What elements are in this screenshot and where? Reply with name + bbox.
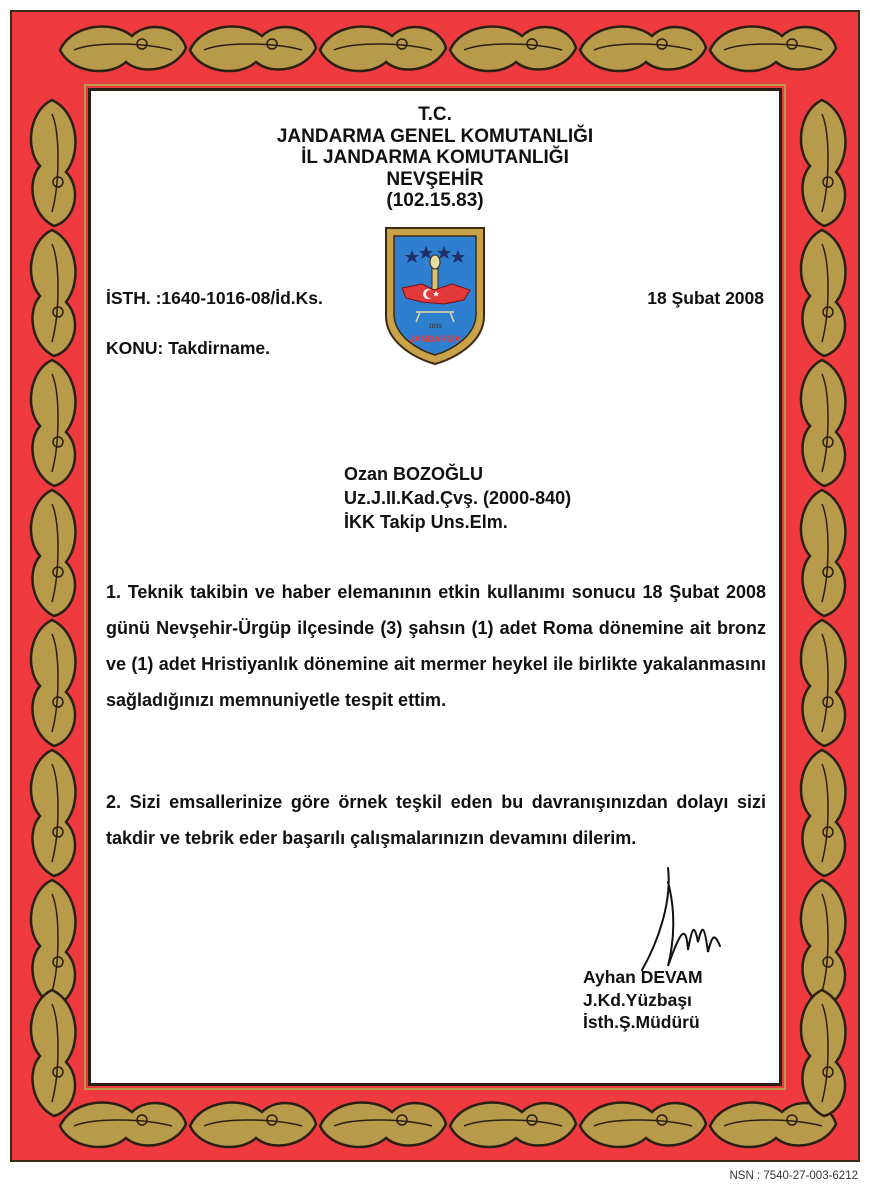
body-paragraph-1: 1. Teknik takibin ve haber elemanının etkin kullanımı sonucu 18 Şubat 2008 günü Nevşehir-Ürgüp ilçesinde (3) şahsın (1) adet Roma dönemine ait bronz ve (1) adet Hristiyanlık dönemine ait mermer heykel ile birlikte yakalanmasını sağladığınızı memnuniyetle tespit ettim.	[106, 582, 766, 710]
letterhead-line-tc: T.C.	[418, 104, 452, 125]
signer-rank: J.Kd.Yüzbaşı	[583, 989, 692, 1010]
leaf-ornament	[60, 27, 186, 72]
body-paragraph-2: 2. Sizi emsallerinize göre örnek teşkil eden bu davranışınızdan dolayı sizi takdir ve tebrik eder başarılı çalışmalarınızın devamını dilerim.	[106, 792, 766, 848]
leaf-ornament	[320, 1103, 446, 1148]
reference-number: İSTH. :1640-1016-08/İd.Ks.	[106, 288, 323, 308]
signer-name: Ayhan DEVAM	[583, 967, 703, 987]
leaf-ornament	[190, 27, 316, 72]
leaf-ornament	[710, 27, 836, 72]
leaf-ornament	[190, 1103, 316, 1148]
signer-block	[583, 966, 703, 1034]
letterhead-line-provincial: İL JANDARMA KOMUTANLIĞI	[301, 147, 569, 168]
leaf-ornament	[801, 620, 846, 746]
recipient-unit: İKK Takip Uns.Elm.	[344, 512, 508, 532]
leaf-ornament	[801, 880, 846, 1006]
jandarma-emblem-icon	[382, 224, 488, 366]
leaf-ornament	[31, 990, 76, 1116]
letterhead-line-city: NEVŞEHİR	[386, 168, 484, 190]
leaf-ornament	[580, 1103, 706, 1148]
letterhead-line-code: (102.15.83)	[386, 190, 484, 211]
leaf-ornament	[31, 490, 76, 616]
recipient-block	[344, 462, 571, 534]
leaf-ornament	[801, 490, 846, 616]
recipient-name: Ozan BOZOĞLU	[344, 464, 483, 484]
letterhead-line-command: JANDARMA GENEL KOMUTANLIĞI	[276, 125, 594, 147]
leaf-ornament	[801, 990, 846, 1116]
leaf-ornament	[31, 620, 76, 746]
document-date: 18 Şubat 2008	[647, 288, 764, 308]
form-number: NSN : 7540-27-003-6212	[729, 1170, 858, 1182]
leaf-ornament	[31, 880, 76, 1006]
letterhead	[0, 104, 870, 212]
leaf-ornament	[320, 27, 446, 72]
leaf-ornament	[580, 27, 706, 72]
leaf-ornament	[31, 230, 76, 356]
leaf-ornament	[450, 1103, 576, 1148]
signer-title: İsth.Ş.Müdürü	[583, 1012, 700, 1032]
recipient-rank: Uz.J.II.Kad.Çvş. (2000-840)	[344, 488, 572, 508]
emblem-year: 1839	[428, 324, 442, 330]
leaf-ornament	[801, 360, 846, 486]
leaf-ornament	[31, 750, 76, 876]
leaf-ornament	[801, 750, 846, 876]
leaf-ornament	[801, 230, 846, 356]
handwritten-signature	[628, 862, 738, 982]
emblem-lettering: JANDARMA	[409, 334, 461, 344]
leaf-ornament	[31, 360, 76, 486]
leaf-ornament	[60, 1103, 186, 1148]
leaf-ornament	[450, 27, 576, 72]
subject-line: KONU: Takdirname.	[106, 338, 271, 358]
